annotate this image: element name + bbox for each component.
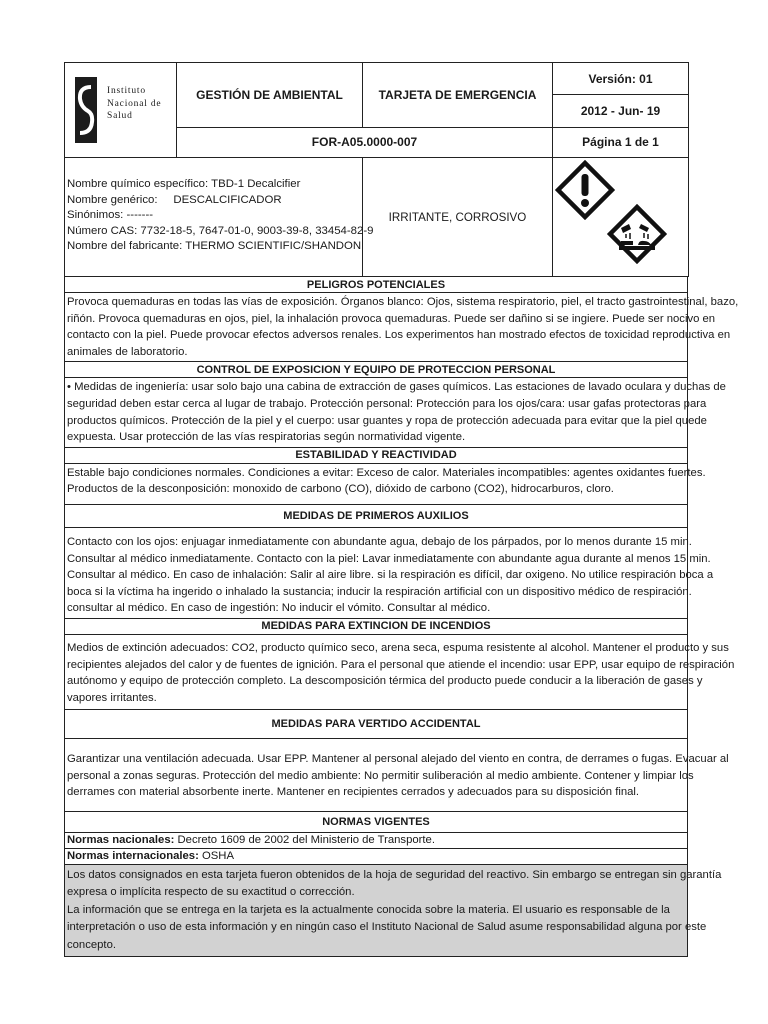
text-line: expresa o implícita respecto de su exactitud o corrección. bbox=[67, 886, 355, 899]
doc-code: FOR-A05.0000-007 bbox=[177, 127, 553, 157]
text-line: interpretación o uso de esta información y en ningún caso el Instituto Nacional de Salud asume responsabilidad alguna por este bbox=[67, 921, 707, 934]
international-regulations-label: Normas internacionales: bbox=[67, 850, 199, 863]
sections-table bbox=[64, 276, 739, 957]
section-title-firefighting: MEDIDAS PARA EXTINCION DE INCENDIOS bbox=[65, 618, 688, 634]
id-line-generic: Nombre genérico: DESCALCIFICADOR bbox=[67, 193, 282, 206]
exclamation-mark-icon bbox=[555, 160, 615, 220]
section-body-stability bbox=[65, 463, 706, 504]
doc-type: TARJETA DE EMERGENCIA bbox=[363, 63, 553, 128]
id-line-manufacturer: Nombre del fabricante: THERMO SCIENTIFIC/SHANDON bbox=[67, 240, 362, 253]
ghs-pictograms bbox=[553, 158, 689, 277]
text-line: vapores irritantes. bbox=[67, 691, 157, 704]
national-regulations bbox=[65, 833, 688, 849]
id-line-synonyms: Sinónimos: ------- bbox=[67, 209, 154, 222]
id-line-name: Nombre químico específico: TBD-1 Decalcifier bbox=[67, 178, 301, 191]
text-line: concepto. bbox=[67, 938, 116, 951]
text-line: Los datos consignados en esta tarjeta fueron obtenidos de la hoja de seguridad del reactivo. Sin embargo se entregan sin garantía bbox=[67, 869, 722, 882]
text-line: consultar al médico. En caso de ingestión: No inducir el vómito. Consultar al médico. bbox=[67, 602, 491, 615]
id-line-cas: Número CAS: 7732-18-5, 7647-01-0, 9003-39-8, 33454-82-9 bbox=[67, 224, 374, 237]
text-line: derrames con material absorbente inerte. Mantener en recipientes cerrados y adecuados para su disposición final. bbox=[67, 786, 640, 799]
section-title-accidental-release: MEDIDAS PARA VERTIDO ACCIDENTAL bbox=[65, 710, 688, 739]
text-line: contacto con la piel. Puede provocar efectos adversos renales. Los experimentos han mostrado efectos de toxicidad reproductiva en bbox=[67, 329, 731, 342]
section-title-stability: ESTABILIDAD Y REACTIVIDAD bbox=[65, 447, 688, 463]
section-title-hazards: PELIGROS POTENCIALES bbox=[65, 277, 688, 293]
logo-text bbox=[107, 85, 161, 123]
national-regulations-value: Decreto 1609 de 2002 del Ministerio de Transporte. bbox=[174, 834, 435, 847]
section-body-firefighting bbox=[65, 634, 735, 709]
national-regulations-label: Normas nacionales: bbox=[67, 834, 175, 847]
international-regulations bbox=[65, 849, 688, 865]
logo-line-1: Instituto bbox=[107, 86, 146, 96]
text-line: Consultar al médico inmediatamente. Contacto con la piel: Lavar inmediatamente con abundante agua durante al menos 15 min. bbox=[67, 552, 711, 565]
text-line: Provoca quemaduras en todas las vías de exposición. Órganos blanco: Ojos, sistema respiratorio, piel, el tracto gastrointestinal, bazo, bbox=[67, 296, 739, 308]
hazard-classification: IRRITANTE, CORROSIVO bbox=[363, 158, 553, 277]
chemical-identification bbox=[65, 158, 374, 277]
issue-date: 2012 - Jun- 19 bbox=[553, 95, 689, 127]
text-line: riñón. Provoca quemaduras en ojos, piel, la inhalación provoca quemaduras. Puede ser dañino si se ingiere. Puede ser nocivo en bbox=[67, 312, 716, 325]
text-line: Consultar al médico. En caso de inhalación: Salir al aire libre. si la respiración es difícil, dar oxigeno. No utilice respiración boca a bbox=[67, 569, 714, 582]
header-table bbox=[64, 62, 689, 158]
text-line: productos químicos. Protección de la piel y el cuerpo: usar guantes y ropa de protección adecuada para evitar que la piel quede bbox=[67, 414, 707, 427]
text-line: animales de laboratorio. bbox=[67, 345, 188, 358]
page-number: Página 1 de 1 bbox=[553, 127, 689, 157]
logo-line-3: Salud bbox=[107, 111, 133, 121]
text-line: boca si la víctima ha ingerido o inhalado la sustancia; inducir la respiración artificial con un dispositivo médico de respiración. bbox=[67, 585, 692, 598]
international-regulations-value: OSHA bbox=[198, 850, 234, 863]
text-line: expuesta. Usar protección de las vías respiratorias según normatividad vigente. bbox=[67, 431, 466, 444]
text-line: Contacto con los ojos: enjuagar inmediatamente con abundante agua, debajo de los párpados, por lo menos durante 15 min. bbox=[67, 535, 692, 548]
section-title-regulations: NORMAS VIGENTES bbox=[65, 812, 688, 833]
emergency-card bbox=[64, 62, 739, 957]
text-line: personal a zonas seguras. Protección del medio ambiente: No permitir suliberación al medio ambiente. Contener y limpiar los bbox=[67, 769, 694, 782]
text-line: recipientes alejados del calor y de fuentes de ignición. Para el personal que atiende el incendio: usar EPP, usar equipo de respiración bbox=[67, 658, 735, 671]
disclaimer bbox=[65, 865, 722, 957]
section-body-accidental-release bbox=[65, 739, 729, 812]
version: Versión: 01 bbox=[553, 63, 689, 95]
section-title-first-aid: MEDIDAS DE PRIMEROS AUXILIOS bbox=[65, 504, 688, 527]
section-body-hazards bbox=[65, 293, 739, 362]
text-line: • Medidas de ingeniería: usar solo bajo una cabina de extracción de gases químicos. Las estaciones de lavado ocularа y duchas de bbox=[67, 381, 726, 394]
text-line: Productos de la desconposición: monoxido de carbono (CO), dióxido de carbono (CO2), hidrocarburos, cloro. bbox=[67, 483, 614, 496]
section-title-exposure-control: CONTROL DE EXPOSICION Y EQUIPO DE PROTECCION PERSONAL bbox=[65, 362, 688, 378]
section-body-first-aid bbox=[65, 527, 714, 618]
text-line: La información que se entrega en la tarjeta es la actualmente conocida sobre la materia. El usuario es responsable de la bbox=[67, 903, 670, 916]
logo-line-2: Nacional de bbox=[107, 98, 162, 109]
section-body-exposure-control bbox=[65, 378, 726, 447]
text-line: autónomo y equipo de protección completo. La descomposición térmica del producto puede conducir a la liberación de gases y bbox=[67, 675, 703, 688]
logo bbox=[65, 63, 177, 158]
text-line: Garantizar una ventilación adecuada. Usar EPP. Mantener al personal alejado del viento en contra, de derrames o fugas. Evacuar al bbox=[67, 753, 729, 766]
ins-logo-icon bbox=[75, 77, 97, 143]
department: GESTIÓN DE AMBIENTAL bbox=[177, 63, 363, 128]
corrosion-icon bbox=[607, 204, 667, 264]
text-line: seguridad deben estar cerca al lugar de trabajo. Protección personal: Protección para los ojos/cara: usar gafas protectoras para bbox=[67, 397, 707, 410]
text-line: Estable bajo condiciones normales. Condiciones a evitar: Exceso de calor. Materiales incompatibles: agentes oxidantes fuertes. bbox=[67, 466, 706, 479]
text-line: Medios de extinción adecuados: CO2, producto químico seco, arena seca, espuma resistente al alcohol. Mantener el producto y sus bbox=[67, 641, 729, 654]
identification-table bbox=[64, 157, 689, 277]
